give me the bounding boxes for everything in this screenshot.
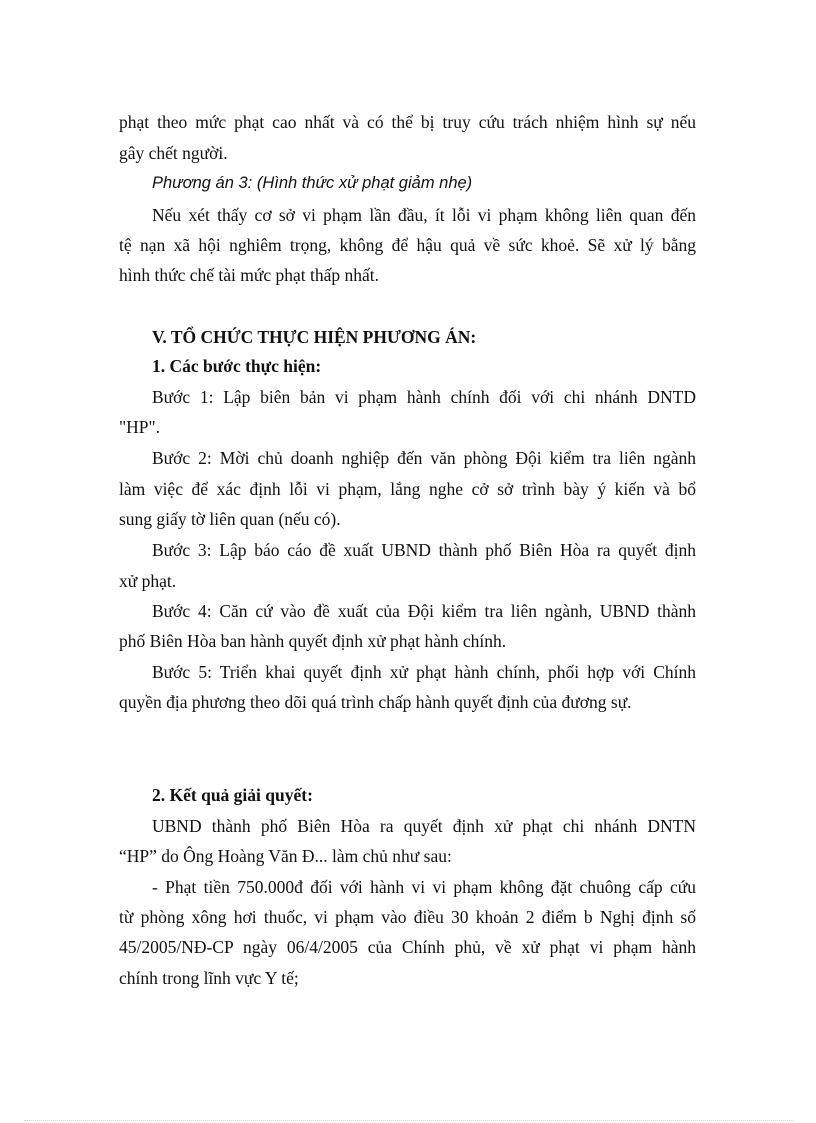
text-line: “HP” do Ông Hoàng Văn Đ... làm chủ như sau: [119, 846, 452, 866]
text-line: Nếu xét thấy cơ sở vi phạm lần đầu, ít lỗi vi phạm không liên quan đến [152, 205, 696, 225]
text-line: sung giấy tờ liên quan (nếu có). [119, 509, 341, 529]
text-line: làm việc để xác định lỗi vi phạm, lắng nghe cở sở trình bày ý kiến và bổ [119, 479, 696, 499]
text-line: - Phạt tiền 750.000đ đối với hành vi vi phạm không đặt chuông cấp cứu [152, 877, 696, 897]
section-heading: V. TỔ CHỨC THỰC HIỆN PHƯƠNG ÁN: [152, 327, 477, 347]
text-line: Bước 4: Căn cứ vào đề xuất của Đội kiểm tra liên ngành, UBND thành [152, 601, 696, 621]
text-line: 45/2005/NĐ-CP ngày 06/4/2005 của Chính phủ, về xử phạt vi phạm hành [119, 937, 696, 957]
text-line: chính trong lĩnh vực Y tế; [119, 968, 299, 988]
text-line: hình thức chế tài mức phạt thấp nhất. [119, 265, 380, 285]
page-bottom-divider [24, 1120, 794, 1121]
text-line: Bước 1: Lập biên bản vi phạm hành chính đối với chi nhánh DNTD [152, 387, 696, 407]
text-line: "HP". [119, 417, 161, 437]
text-line: tệ nạn xã hội nghiêm trọng, không để hậu quả về sức khoẻ. Sẽ xử lý bằng [119, 235, 696, 255]
text-line: Bước 3: Lập báo cáo đề xuất UBND thành phố Biên Hòa ra quyết định [152, 540, 696, 560]
subsection-heading: 2. Kết quả giải quyết: [152, 785, 313, 805]
text-line: Bước 2: Mời chủ doanh nghiệp đến văn phòng Đội kiểm tra liên ngành [152, 448, 696, 468]
text-line: phố Biên Hòa ban hành quyết định xử phạt hành chính. [119, 631, 507, 651]
text-line: gây chết người. [119, 143, 228, 163]
subsection-heading: 1. Các bước thực hiện: [152, 356, 322, 376]
text-line: phạt theo mức phạt cao nhất và có thể bị truy cứu trách nhiệm hình sự nếu [119, 112, 696, 132]
text-line: UBND thành phố Biên Hòa ra quyết định xử phạt chi nhánh DNTN [152, 816, 696, 836]
text-line: xử phạt. [119, 571, 177, 591]
option-3-heading: Phương án 3: (Hình thức xử phạt giảm nhẹ) [152, 174, 473, 192]
text-line: Bước 5: Triển khai quyết định xử phạt hành chính, phối hợp với Chính [152, 662, 696, 682]
text-line: từ phòng xông hơi thuốc, vi phạm vào điều 30 khoản 2 điểm b Nghị định số [119, 907, 696, 927]
text-line: quyền địa phương theo dõi quá trình chấp hành quyết định của đương sự. [119, 692, 632, 712]
